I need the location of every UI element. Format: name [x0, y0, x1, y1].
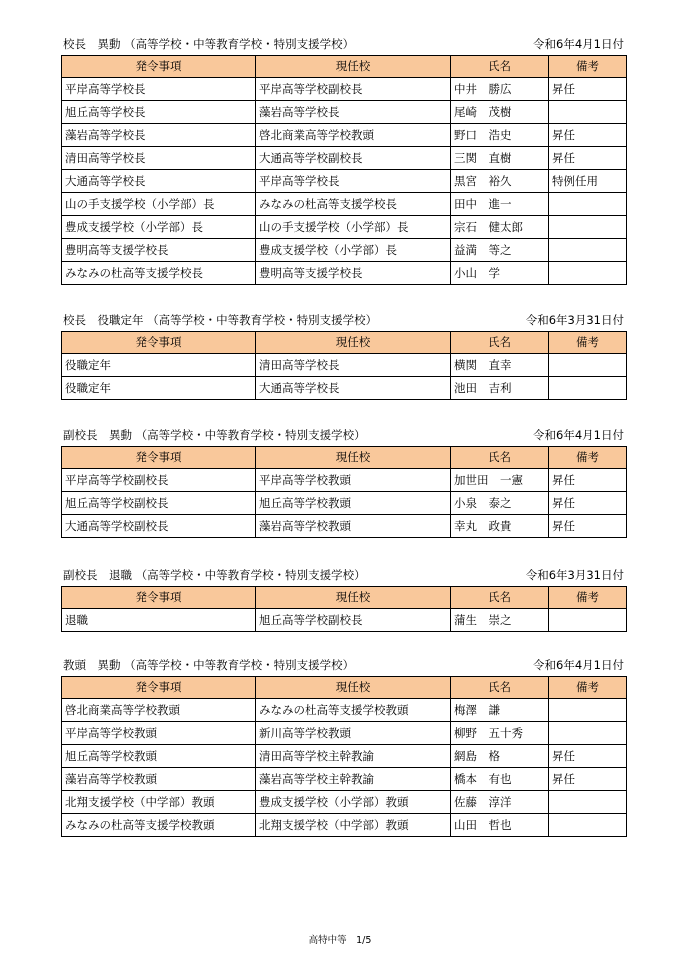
personnel-table	[61, 55, 627, 285]
column-header: 備考	[549, 677, 627, 699]
column-header: 備考	[549, 587, 627, 609]
column-header: 氏名	[451, 677, 549, 699]
table-row	[62, 78, 627, 101]
section-date: 令和6年4月1日付	[533, 37, 624, 51]
order-cell: 大通高等学校副校長	[62, 515, 256, 538]
table-row	[62, 170, 627, 193]
table-row	[62, 124, 627, 147]
table-row	[62, 193, 627, 216]
table-row	[62, 609, 627, 632]
table-row	[62, 354, 627, 377]
remarks-cell: 昇任	[549, 492, 627, 515]
order-cell: 退職	[62, 609, 256, 632]
table-row	[62, 814, 627, 837]
column-header: 氏名	[451, 56, 549, 78]
table-row	[62, 768, 627, 791]
column-header: 発令事項	[62, 332, 256, 354]
table-header-row	[62, 56, 627, 78]
personnel-table	[61, 676, 627, 837]
column-header: 氏名	[451, 587, 549, 609]
table-row	[62, 469, 627, 492]
name-cell: 小山 学	[451, 262, 549, 285]
order-cell: 啓北商業高等学校教頭	[62, 699, 256, 722]
current-school-cell: 旭丘高等学校副校長	[256, 609, 451, 632]
name-cell: 益満 等之	[451, 239, 549, 262]
order-cell: 旭丘高等学校教頭	[62, 745, 256, 768]
remarks-cell	[549, 239, 627, 262]
name-cell: 中井 勝広	[451, 78, 549, 101]
name-cell: 佐藤 淳洋	[451, 791, 549, 814]
current-school-cell: 藻岩高等学校主幹教諭	[256, 768, 451, 791]
section-date: 令和6年3月31日付	[525, 568, 624, 582]
current-school-cell: 大通高等学校副校長	[256, 147, 451, 170]
name-cell: 網島 格	[451, 745, 549, 768]
current-school-cell: 平岸高等学校副校長	[256, 78, 451, 101]
order-cell: 豊明高等支援学校長	[62, 239, 256, 262]
remarks-cell: 特例任用	[549, 170, 627, 193]
order-cell: みなみの杜高等支援学校教頭	[62, 814, 256, 837]
order-cell: 旭丘高等学校長	[62, 101, 256, 124]
remarks-cell: 昇任	[549, 469, 627, 492]
current-school-cell: 啓北商業高等学校教頭	[256, 124, 451, 147]
column-header: 現任校	[256, 677, 451, 699]
section-title: 副校長 退職 （高等学校・中等教育学校・特別支援学校）	[63, 568, 366, 582]
table-row	[62, 699, 627, 722]
table-row	[62, 216, 627, 239]
current-school-cell: 平岸高等学校長	[256, 170, 451, 193]
remarks-cell	[549, 354, 627, 377]
order-cell: 旭丘高等学校副校長	[62, 492, 256, 515]
section	[61, 35, 626, 285]
section	[61, 311, 626, 400]
current-school-cell: 山の手支援学校（小学部）長	[256, 216, 451, 239]
name-cell: 山田 哲也	[451, 814, 549, 837]
current-school-cell: 大通高等学校長	[256, 377, 451, 400]
column-header: 発令事項	[62, 677, 256, 699]
table-row	[62, 262, 627, 285]
order-cell: 役職定年	[62, 377, 256, 400]
name-cell: 尾崎 茂樹	[451, 101, 549, 124]
name-cell: 三関 直樹	[451, 147, 549, 170]
order-cell: みなみの杜高等支援学校長	[62, 262, 256, 285]
section-title: 教頭 異動 （高等学校・中等教育学校・特別支援学校）	[63, 658, 355, 672]
current-school-cell: みなみの杜高等支援学校教頭	[256, 699, 451, 722]
remarks-cell	[549, 722, 627, 745]
current-school-cell: 新川高等学校教頭	[256, 722, 451, 745]
table-row	[62, 722, 627, 745]
current-school-cell: 藻岩高等学校教頭	[256, 515, 451, 538]
section-title: 副校長 異動 （高等学校・中等教育学校・特別支援学校）	[63, 428, 366, 442]
section-header	[61, 35, 626, 53]
current-school-cell: 藻岩高等学校長	[256, 101, 451, 124]
remarks-cell	[549, 193, 627, 216]
column-header: 氏名	[451, 447, 549, 469]
table-row	[62, 101, 627, 124]
current-school-cell: 豊明高等支援学校長	[256, 262, 451, 285]
name-cell: 田中 進一	[451, 193, 549, 216]
table-header-row	[62, 677, 627, 699]
section-date: 令和6年4月1日付	[533, 658, 624, 672]
order-cell: 北翔支援学校（中学部）教頭	[62, 791, 256, 814]
section	[61, 656, 626, 837]
personnel-table	[61, 331, 627, 400]
current-school-cell: 豊成支援学校（小学部）教頭	[256, 791, 451, 814]
name-cell: 横関 直幸	[451, 354, 549, 377]
name-cell: 梅澤 謙	[451, 699, 549, 722]
page-footer: 高特中等 1/5	[308, 935, 372, 946]
table-row	[62, 239, 627, 262]
table-header-row	[62, 587, 627, 609]
name-cell: 黒宮 裕久	[451, 170, 549, 193]
table-header-row	[62, 332, 627, 354]
table-row	[62, 515, 627, 538]
personnel-table	[61, 586, 627, 632]
section	[61, 426, 626, 538]
remarks-cell	[549, 814, 627, 837]
remarks-cell: 昇任	[549, 147, 627, 170]
remarks-cell	[549, 791, 627, 814]
remarks-cell: 昇任	[549, 745, 627, 768]
section-header	[61, 311, 626, 329]
current-school-cell: 清田高等学校長	[256, 354, 451, 377]
remarks-cell: 昇任	[549, 515, 627, 538]
current-school-cell: 北翔支援学校（中学部）教頭	[256, 814, 451, 837]
order-cell: 平岸高等学校教頭	[62, 722, 256, 745]
column-header: 備考	[549, 332, 627, 354]
section-title: 校長 異動 （高等学校・中等教育学校・特別支援学校）	[63, 37, 355, 51]
remarks-cell	[549, 699, 627, 722]
remarks-cell: 昇任	[549, 124, 627, 147]
column-header: 現任校	[256, 447, 451, 469]
name-cell: 小泉 泰之	[451, 492, 549, 515]
current-school-cell: 旭丘高等学校教頭	[256, 492, 451, 515]
column-header: 備考	[549, 56, 627, 78]
section-title: 校長 役職定年 （高等学校・中等教育学校・特別支援学校）	[63, 313, 378, 327]
name-cell: 加世田 一憲	[451, 469, 549, 492]
column-header: 備考	[549, 447, 627, 469]
table-row	[62, 791, 627, 814]
section-header	[61, 566, 626, 584]
column-header: 発令事項	[62, 56, 256, 78]
column-header: 現任校	[256, 332, 451, 354]
table-row	[62, 147, 627, 170]
order-cell: 豊成支援学校（小学部）長	[62, 216, 256, 239]
current-school-cell: みなみの杜高等支援学校長	[256, 193, 451, 216]
table-row	[62, 492, 627, 515]
order-cell: 清田高等学校長	[62, 147, 256, 170]
table-row	[62, 745, 627, 768]
section-date: 令和6年3月31日付	[525, 313, 624, 327]
remarks-cell	[549, 377, 627, 400]
remarks-cell	[549, 216, 627, 239]
personnel-table	[61, 446, 627, 538]
name-cell: 蒲生 崇之	[451, 609, 549, 632]
remarks-cell	[549, 609, 627, 632]
order-cell: 藻岩高等学校長	[62, 124, 256, 147]
current-school-cell: 豊成支援学校（小学部）長	[256, 239, 451, 262]
order-cell: 大通高等学校長	[62, 170, 256, 193]
remarks-cell	[549, 262, 627, 285]
column-header: 氏名	[451, 332, 549, 354]
section-header	[61, 426, 626, 444]
name-cell: 池田 吉利	[451, 377, 549, 400]
order-cell: 平岸高等学校長	[62, 78, 256, 101]
column-header: 発令事項	[62, 587, 256, 609]
column-header: 現任校	[256, 587, 451, 609]
column-header: 現任校	[256, 56, 451, 78]
remarks-cell: 昇任	[549, 768, 627, 791]
table-header-row	[62, 447, 627, 469]
section-header	[61, 656, 626, 674]
column-header: 発令事項	[62, 447, 256, 469]
current-school-cell: 平岸高等学校教頭	[256, 469, 451, 492]
name-cell: 柳野 五十秀	[451, 722, 549, 745]
section	[61, 566, 626, 632]
order-cell: 藻岩高等学校教頭	[62, 768, 256, 791]
name-cell: 野口 浩史	[451, 124, 549, 147]
name-cell: 宗石 健太郎	[451, 216, 549, 239]
remarks-cell	[549, 101, 627, 124]
order-cell: 平岸高等学校副校長	[62, 469, 256, 492]
table-row	[62, 377, 627, 400]
order-cell: 役職定年	[62, 354, 256, 377]
name-cell: 幸丸 政貴	[451, 515, 549, 538]
order-cell: 山の手支援学校（小学部）長	[62, 193, 256, 216]
section-date: 令和6年4月1日付	[533, 428, 624, 442]
name-cell: 橋本 有也	[451, 768, 549, 791]
remarks-cell: 昇任	[549, 78, 627, 101]
current-school-cell: 清田高等学校主幹教諭	[256, 745, 451, 768]
